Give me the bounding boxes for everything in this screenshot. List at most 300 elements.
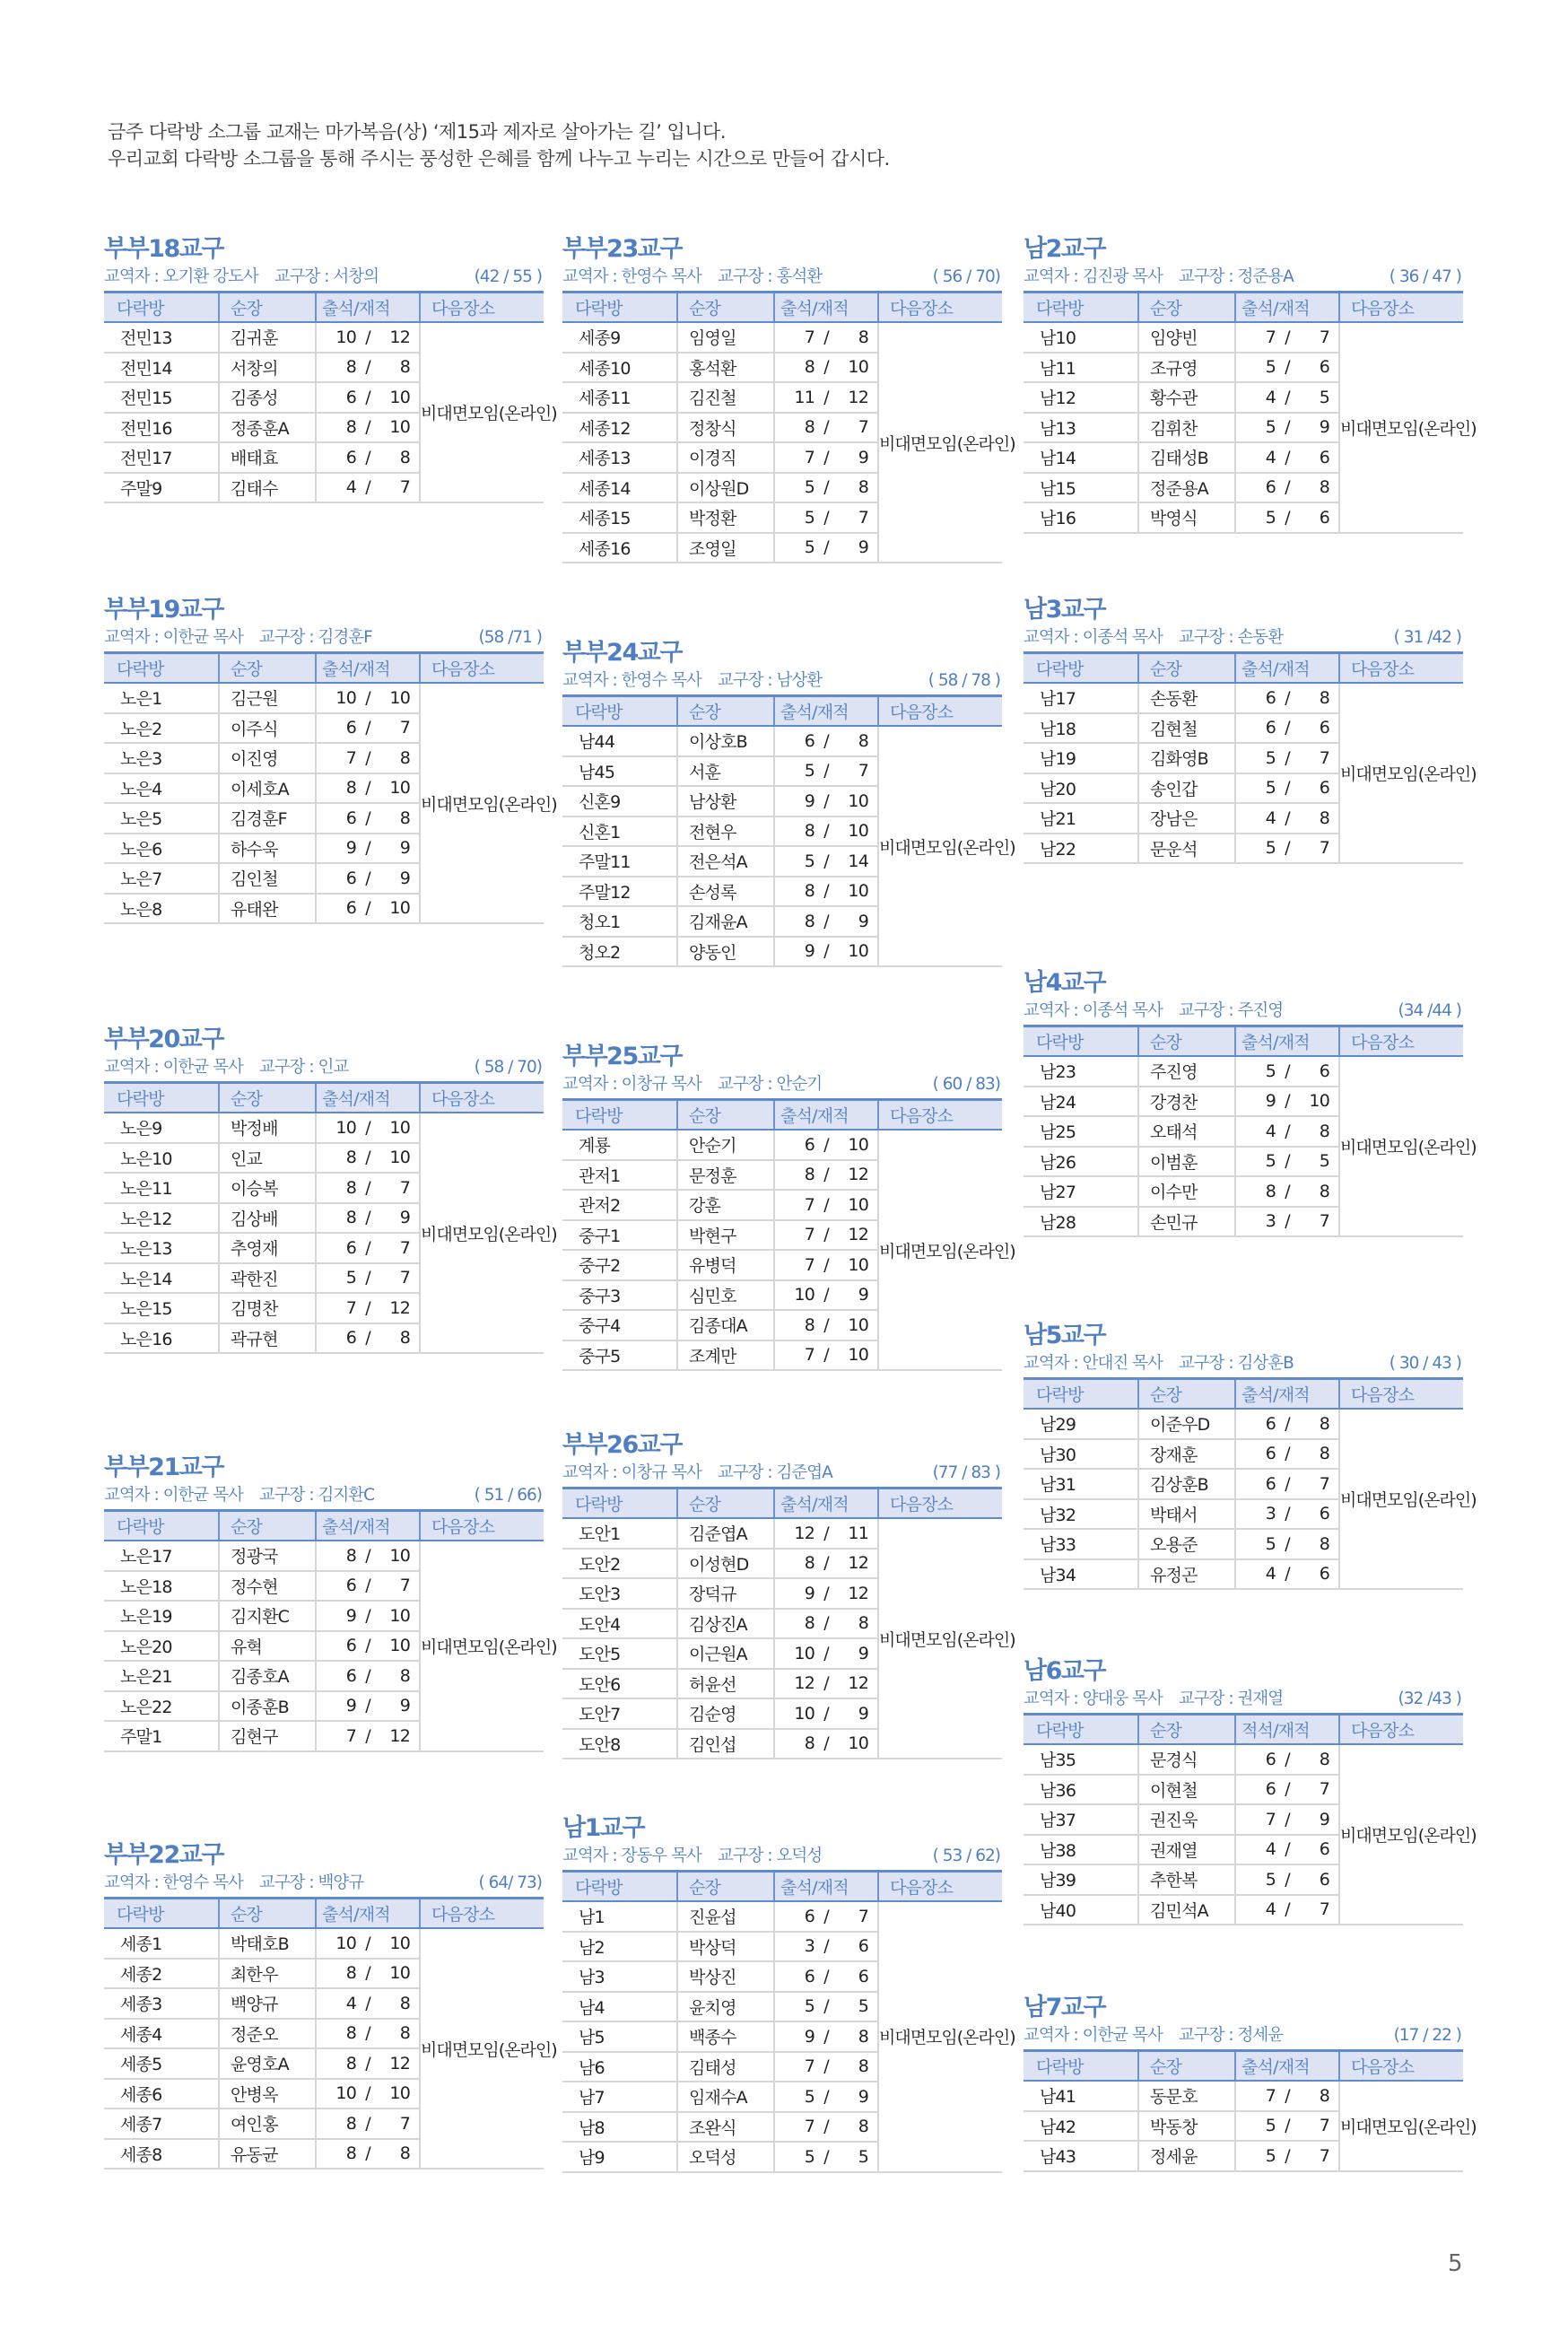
district-title: 부부21교구: [104, 1454, 223, 1481]
slash-separator: /: [1285, 387, 1290, 407]
enrolled-value: 9: [858, 1643, 868, 1663]
pastor-label: 교역자 : 이한균 목사: [104, 1058, 243, 1077]
pastor-label: 교역자 : 이창규 목사: [562, 1075, 701, 1094]
header-room: 다락방: [1024, 1026, 1138, 1057]
enrolled-value: 8: [399, 747, 410, 768]
table-row: [562, 1518, 1002, 1549]
pastor-label: 교역자 : 한영수 목사: [562, 267, 701, 286]
enrolled-value: 10: [848, 941, 868, 962]
room-cell: 남37: [1024, 1804, 1138, 1835]
leader-cell: 이현철: [1138, 1775, 1235, 1805]
header-room: 다락방: [1024, 1715, 1138, 1745]
leader-cell: 정수현: [219, 1571, 316, 1602]
attendance-cell: [774, 1932, 878, 1962]
slash-separator: /: [823, 447, 829, 467]
leader-label: 교구장 : 손동환: [1178, 628, 1284, 647]
attended-value: 7: [345, 747, 356, 768]
enrolled-value: 9: [399, 1208, 410, 1228]
leader-cell: 홍석환: [677, 353, 774, 383]
table-header-row: [1024, 1379, 1463, 1410]
leader-cell: 강경찬: [1138, 1087, 1235, 1117]
room-cell: 남44: [562, 726, 677, 756]
district-title: 남7교구: [1024, 1994, 1106, 2021]
header-room: 다락방: [1024, 653, 1138, 684]
attended-value: 9: [804, 790, 814, 811]
attendance-cell: [1235, 1804, 1339, 1835]
attendance-total: ( 60 / 83): [932, 1075, 1000, 1094]
attendance-cell: [774, 756, 878, 787]
header-room: 다락방: [562, 292, 677, 323]
enrolled-value: 10: [848, 821, 868, 842]
slash-separator: /: [1285, 1061, 1290, 1081]
attendance-cell: [1235, 1864, 1339, 1895]
district-block: [562, 639, 1015, 967]
enrolled-value: 6: [1319, 447, 1329, 467]
enrolled-value: 8: [858, 327, 868, 347]
slash-separator: /: [365, 2113, 370, 2134]
header-next-place: 다음장소: [420, 292, 544, 323]
enrolled-value: 10: [848, 1194, 868, 1215]
slash-separator: /: [365, 1636, 370, 1656]
slash-separator: /: [823, 730, 829, 751]
attended-value: 11: [794, 387, 814, 407]
attendance-total: ( 30 / 43 ): [1389, 1354, 1461, 1373]
attended-value: 5: [1265, 1151, 1276, 1172]
enrolled-value: 8: [858, 1613, 868, 1634]
leader-cell: 손성록: [677, 877, 774, 907]
slash-separator: /: [823, 1553, 829, 1574]
attended-value: 8: [345, 2053, 356, 2073]
header-leader: 순장: [677, 696, 774, 727]
table-row: [1024, 1056, 1463, 1087]
enrolled-value: 6: [1319, 1061, 1329, 1081]
room-cell: 남5: [562, 2021, 677, 2052]
leader-cell: 권재열: [1138, 1835, 1235, 1865]
district-title: 부부19교구: [104, 596, 223, 624]
next-place-cell: 비대면모임(온라인): [420, 1541, 544, 1751]
slash-separator: /: [1285, 778, 1290, 799]
attended-value: 6: [1265, 1413, 1276, 1434]
pastor-label: 교역자 : 김진광 목사: [1024, 267, 1163, 286]
slash-separator: /: [823, 1225, 829, 1245]
leader-cell: 이준우D: [1138, 1409, 1235, 1439]
slash-separator: /: [823, 417, 829, 438]
attendance-cell: [774, 1130, 878, 1160]
room-cell: 노은7: [104, 863, 219, 894]
room-cell: 도안8: [562, 1729, 677, 1759]
district-title: 남5교구: [1024, 1322, 1106, 1349]
leader-cell: 김휘찬: [1138, 413, 1235, 443]
district-block: [562, 235, 1015, 563]
room-cell: 남6: [562, 2052, 677, 2082]
district-title: 남4교구: [1024, 969, 1106, 997]
enrolled-value: 10: [848, 1134, 868, 1155]
pastor-label: 교역자 : 이창규 목사: [562, 1463, 701, 1482]
attended-value: 6: [1265, 1444, 1276, 1464]
header-attendance: 출석/재적: [316, 1511, 420, 1541]
header-leader: 순장: [219, 653, 316, 684]
leader-cell: 여인홍: [219, 2108, 316, 2139]
slash-separator: /: [365, 2023, 370, 2044]
slash-separator: /: [365, 778, 370, 799]
attended-value: 7: [804, 2117, 814, 2137]
enrolled-value: 9: [399, 868, 410, 888]
header-room: 다락방: [104, 653, 219, 684]
attended-value: 10: [794, 1703, 814, 1724]
attendance-cell: [316, 382, 420, 413]
district-table: [1024, 291, 1477, 534]
attended-value: 8: [804, 911, 814, 931]
next-place-cell: 비대면모임(온라인): [1339, 2081, 1463, 2171]
leader-cell: 이상호B: [677, 726, 774, 756]
attended-value: 7: [1265, 2085, 1276, 2106]
room-cell: 도안1: [562, 1518, 677, 1549]
enrolled-value: 8: [399, 2143, 410, 2164]
table-row: [104, 683, 544, 713]
leader-cell: 인교: [219, 1143, 316, 1174]
slash-separator: /: [365, 387, 370, 407]
enrolled-value: 10: [848, 790, 868, 811]
table-header-row: [562, 696, 1002, 727]
slash-separator: /: [365, 1177, 370, 1198]
enrolled-value: 8: [1319, 477, 1329, 498]
district-subtitle: [1024, 624, 1463, 651]
district-table: [562, 1870, 1015, 2173]
room-cell: 노은15: [104, 1293, 219, 1323]
slash-separator: /: [1285, 1121, 1290, 1141]
leader-cell: 송인갑: [1138, 773, 1235, 804]
slash-separator: /: [1285, 1473, 1290, 1494]
leader-cell: 조영일: [677, 533, 774, 563]
leader-cell: 박현구: [677, 1220, 774, 1251]
enrolled-value: 7: [399, 718, 410, 738]
attended-value: 5: [345, 1268, 356, 1288]
room-cell: 남19: [1024, 743, 1138, 773]
slash-separator: /: [365, 1208, 370, 1228]
slash-separator: /: [1285, 1899, 1290, 1920]
next-place-cell: 비대면모임(온라인): [878, 726, 1002, 966]
header-room: 다락방: [1024, 1379, 1138, 1410]
slash-separator: /: [1285, 2116, 1290, 2136]
enrolled-value: 12: [389, 2053, 410, 2073]
table-row: [1024, 1744, 1463, 1775]
header-next-place: 다음장소: [878, 1489, 1002, 1519]
header-attendance: 출석/재적: [1235, 2051, 1339, 2082]
leader-cell: 이상원D: [677, 473, 774, 503]
slash-separator: /: [365, 2143, 370, 2164]
attended-value: 5: [804, 851, 814, 871]
slash-separator: /: [365, 357, 370, 378]
attended-value: 10: [335, 327, 356, 347]
room-cell: 노은18: [104, 1571, 219, 1602]
header-leader: 순장: [1138, 653, 1235, 684]
room-cell: 남18: [1024, 713, 1138, 744]
attendance-cell: [774, 1160, 878, 1191]
header-attendance: 출석/재적: [316, 1083, 420, 1113]
enrolled-value: 10: [848, 1314, 868, 1335]
room-cell: 남33: [1024, 1529, 1138, 1559]
attended-value: 4: [1265, 387, 1276, 407]
attendance-cell: [1235, 2141, 1339, 2171]
attended-value: 8: [804, 1553, 814, 1574]
district-title: 부부26교구: [562, 1431, 682, 1459]
room-cell: 주말12: [562, 877, 677, 907]
attended-value: 4: [345, 477, 356, 498]
pastor-label: 교역자 : 장동우 목사: [562, 1846, 701, 1865]
attended-value: 5: [1265, 1533, 1276, 1554]
room-cell: 세종14: [562, 473, 677, 503]
district-block: [1024, 596, 1477, 864]
next-place-cell: 비대면모임(온라인): [1339, 322, 1463, 533]
header-attendance: 적석/재적: [1235, 1715, 1339, 1745]
enrolled-value: 9: [858, 1285, 868, 1305]
leader-cell: 진윤섭: [677, 1901, 774, 1932]
header-next-place: 다음장소: [878, 1872, 1002, 1902]
enrolled-value: 7: [858, 761, 868, 781]
enrolled-value: 10: [389, 2083, 410, 2104]
leader-label: 교구장 : 김지환C: [258, 1486, 374, 1505]
slash-separator: /: [823, 507, 829, 528]
enrolled-value: 7: [1319, 838, 1329, 859]
leader-cell: 오덕성: [677, 2142, 774, 2172]
enrolled-value: 10: [389, 1963, 410, 1984]
room-cell: 남28: [1024, 1207, 1138, 1237]
room-cell: 노은8: [104, 894, 219, 924]
room-cell: 노은5: [104, 803, 219, 834]
table-header-row: [1024, 1715, 1463, 1745]
district-subtitle: [104, 1870, 544, 1897]
table-header-row: [104, 1511, 544, 1541]
district-title: 부부18교구: [104, 235, 223, 263]
slash-separator: /: [823, 1285, 829, 1305]
leader-cell: 유정곤: [1138, 1559, 1235, 1590]
attendance-cell: [1235, 713, 1339, 744]
pastor-label: 교역자 : 한영수 목사: [104, 1873, 243, 1892]
room-cell: 남27: [1024, 1176, 1138, 1207]
enrolled-value: 12: [848, 1553, 868, 1574]
attendance-cell: [774, 1609, 878, 1639]
attendance-cell: [1235, 2081, 1339, 2111]
enrolled-value: 7: [1319, 747, 1329, 768]
slash-separator: /: [1285, 718, 1290, 738]
attendance-cell: [774, 502, 878, 533]
attended-value: 8: [345, 2023, 356, 2044]
header-next-place: 다음장소: [420, 1511, 544, 1541]
header-attendance: 출석/재적: [774, 292, 878, 323]
attendance-cell: [774, 2052, 878, 2082]
enrolled-value: 10: [389, 687, 410, 708]
enrolled-value: 7: [1319, 1211, 1329, 1232]
district-title: 부부24교구: [562, 639, 682, 667]
district-title: 남2교구: [1024, 235, 1106, 263]
attendance-cell: [774, 1220, 878, 1251]
leader-label: 교구장 : 홍석환: [717, 267, 823, 286]
attended-value: 8: [1265, 1181, 1276, 1201]
district-subtitle: [104, 1482, 544, 1509]
room-cell: 중구1: [562, 1220, 677, 1251]
leader-cell: 김경훈F: [219, 803, 316, 834]
leader-cell: 김인철: [219, 863, 316, 894]
attendance-cell: [316, 1173, 420, 1203]
leader-label: 교구장 : 남상환: [717, 671, 823, 690]
header-attendance: 출석/재적: [1235, 292, 1339, 323]
attendance-cell: [316, 863, 420, 894]
slash-separator: /: [823, 1643, 829, 1663]
attended-value: 8: [345, 1208, 356, 1228]
attendance-cell: [316, 1959, 420, 1989]
room-cell: 노은20: [104, 1631, 219, 1662]
attendance-cell: [316, 683, 420, 713]
room-cell: 노은4: [104, 773, 219, 804]
attended-value: 8: [345, 357, 356, 378]
header-attendance: 출석/재적: [774, 1872, 878, 1902]
attendance-cell: [316, 1203, 420, 1234]
header-leader: 순장: [1138, 292, 1235, 323]
slash-separator: /: [823, 2026, 829, 2047]
attended-value: 6: [345, 808, 356, 828]
enrolled-value: 8: [399, 447, 410, 467]
enrolled-value: 9: [858, 537, 868, 558]
enrolled-value: 6: [1319, 1839, 1329, 1860]
header-room: 다락방: [1024, 2051, 1138, 2082]
enrolled-value: 9: [399, 1696, 410, 1716]
header-room: 다락방: [104, 292, 219, 323]
attended-value: 6: [345, 1665, 356, 1686]
room-cell: 세종2: [104, 1959, 219, 1989]
attendance-cell: [774, 1992, 878, 2022]
pastor-label: 교역자 : 이한균 목사: [104, 1486, 243, 1505]
header-room: 다락방: [562, 1489, 677, 1519]
room-cell: 중구5: [562, 1340, 677, 1371]
attendance-cell: [1235, 1744, 1339, 1775]
attendance-cell: [1235, 502, 1339, 533]
room-cell: 남8: [562, 2112, 677, 2143]
leader-cell: 정준오: [219, 2019, 316, 2049]
slash-separator: /: [1285, 838, 1290, 859]
leader-cell: 백양규: [219, 1988, 316, 2019]
room-cell: 중구2: [562, 1250, 677, 1280]
room-cell: 세종15: [562, 502, 677, 533]
header-attendance: 출석/재적: [1235, 653, 1339, 684]
enrolled-value: 7: [399, 1576, 410, 1596]
district-subtitle: [1024, 998, 1463, 1025]
header-attendance: 출석/재적: [316, 1899, 420, 1929]
slash-separator: /: [823, 1254, 829, 1275]
slash-separator: /: [365, 1576, 370, 1596]
room-cell: 남13: [1024, 413, 1138, 443]
enrolled-value: 7: [399, 1268, 410, 1288]
district-table: [562, 1098, 1015, 1371]
attendance-cell: [1235, 322, 1339, 353]
attended-value: 8: [345, 1963, 356, 1984]
leader-cell: 전은석A: [677, 846, 774, 877]
header-attendance: 출석/재적: [316, 653, 420, 684]
leader-cell: 오태석: [1138, 1116, 1235, 1147]
slash-separator: /: [1285, 507, 1290, 528]
attended-value: 4: [1265, 808, 1276, 828]
room-cell: 노은14: [104, 1263, 219, 1294]
attended-value: 8: [804, 1613, 814, 1634]
district-table: [1024, 1377, 1477, 1590]
leader-cell: 심민호: [677, 1280, 774, 1311]
table-row: [1024, 2081, 1463, 2111]
district-subtitle: [1024, 1686, 1463, 1713]
attendance-total: (17 / 22 ): [1393, 2026, 1461, 2045]
slash-separator: /: [365, 687, 370, 708]
district-block: [104, 235, 557, 503]
attended-value: 7: [804, 447, 814, 467]
slash-separator: /: [823, 1345, 829, 1366]
leader-cell: 김민석A: [1138, 1895, 1235, 1925]
table-row: [1024, 322, 1463, 353]
room-cell: 남45: [562, 756, 677, 787]
district-table: [1024, 1025, 1477, 1237]
attendance-cell: [1235, 834, 1339, 864]
room-cell: 주말9: [104, 473, 219, 503]
header-leader: 순장: [1138, 1026, 1235, 1057]
leader-cell: 김태수: [219, 473, 316, 503]
enrolled-value: 6: [1319, 718, 1329, 738]
slash-separator: /: [823, 761, 829, 781]
attendance-total: (34 /44 ): [1398, 1001, 1461, 1020]
leader-label: 교구장 : 인교: [258, 1058, 349, 1077]
attended-value: 12: [794, 1673, 814, 1694]
attendance-cell: [1235, 1409, 1339, 1439]
district-block: [1024, 969, 1477, 1237]
attendance-cell: [316, 894, 420, 924]
attendance-cell: [774, 1669, 878, 1699]
attended-value: 6: [804, 1134, 814, 1155]
attendance-total: ( 53 / 62): [932, 1846, 1000, 1865]
slash-separator: /: [365, 747, 370, 768]
attendance-cell: [774, 877, 878, 907]
slash-separator: /: [1285, 1779, 1290, 1800]
slash-separator: /: [823, 821, 829, 842]
district-table: [562, 291, 1015, 563]
header-leader: 순장: [677, 292, 774, 323]
enrolled-value: 6: [1319, 1564, 1329, 1585]
leader-cell: 이주식: [219, 713, 316, 744]
attendance-cell: [1235, 1499, 1339, 1530]
enrolled-value: 9: [858, 1703, 868, 1724]
attended-value: 5: [1265, 838, 1276, 859]
leader-cell: 김귀훈: [219, 322, 316, 353]
district-block: [1024, 235, 1477, 534]
pastor-label: 교역자 : 이종석 목사: [1024, 628, 1163, 647]
district-subtitle: [104, 1054, 544, 1081]
enrolled-value: 5: [1319, 1151, 1329, 1172]
header-attendance: 출석/재적: [316, 292, 420, 323]
attended-value: 5: [1265, 507, 1276, 528]
slash-separator: /: [823, 477, 829, 498]
leader-cell: 임양빈: [1138, 322, 1235, 353]
slash-separator: /: [1285, 327, 1290, 347]
slash-separator: /: [365, 2053, 370, 2073]
room-cell: 남26: [1024, 1147, 1138, 1177]
table-header-row: [104, 1899, 544, 1929]
room-cell: 도안3: [562, 1578, 677, 1609]
attended-value: 6: [345, 718, 356, 738]
attended-value: 10: [335, 687, 356, 708]
leader-cell: 김종대A: [677, 1310, 774, 1340]
room-cell: 청오2: [562, 937, 677, 967]
attended-value: 6: [804, 730, 814, 751]
room-cell: 노은22: [104, 1691, 219, 1722]
room-cell: 남10: [1024, 322, 1138, 353]
attended-value: 8: [345, 417, 356, 438]
district-block: [104, 596, 557, 924]
table-row: [104, 1541, 544, 1571]
